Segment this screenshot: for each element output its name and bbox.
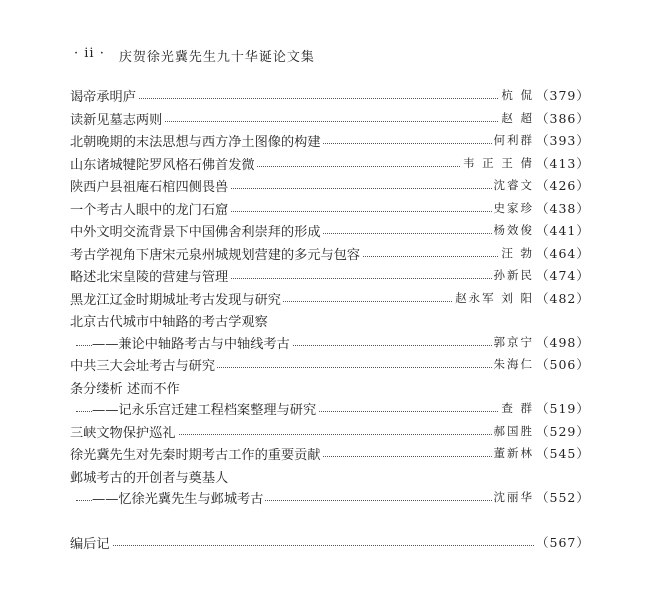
toc-entry[interactable]: [70, 264, 588, 287]
toc-entry[interactable]: [70, 287, 588, 310]
toc-entry-page: （567）: [536, 534, 590, 550]
toc-entry-author: 董新林: [493, 446, 534, 460]
toc-entry-title: 编后记: [70, 533, 112, 552]
toc-entry[interactable]: [70, 353, 588, 376]
toc-entry-page: （474）: [536, 268, 590, 283]
toc-entry-title: 邺城考古的开创者与奠基人: [70, 467, 230, 486]
toc-entry-author: 赵 超: [501, 110, 534, 125]
toc-entry[interactable]: [70, 376, 588, 398]
toc-entry-author: 杨效俊: [493, 223, 534, 237]
toc-entry-title: 徐光冀先生对先秦时期考古工作的重要贡献: [70, 444, 323, 463]
toc-entry[interactable]: [70, 442, 588, 465]
toc-entry-author: 何利群: [493, 133, 534, 147]
toc-entry-title: 读新见墓志两则: [70, 109, 164, 128]
toc-entry-title: 北京古代城市中轴路的考古学观察: [70, 311, 270, 330]
toc-entry-title: 条分缕析 述而不作: [70, 378, 182, 397]
toc-entry[interactable]: [70, 420, 588, 443]
toc-entry-author: 查 群: [501, 401, 534, 415]
toc-entry-title: 三峡文物保护巡礼: [70, 422, 178, 441]
toc-entry-author: 汪 勃: [501, 245, 534, 260]
toc-entry-page: （386）: [536, 110, 590, 126]
toc-entry-author: 赵永军 刘 阳: [455, 290, 534, 305]
toc-entry-title: 中共三大会址考古与研究: [70, 355, 217, 374]
toc-entry-page: （529）: [536, 423, 590, 439]
toc-entry-title: ——兼论中轴路考古与中轴线考古: [92, 333, 292, 352]
toc-entry[interactable]: [70, 219, 588, 242]
toc-entry-page: （482）: [536, 290, 590, 306]
toc-entry-page: （545）: [536, 446, 590, 461]
toc-entry-title: 陕西户县祖庵石棺四侧畏兽: [70, 176, 230, 195]
toc-entry-page: （552）: [536, 490, 590, 505]
toc-entry-author: 朱海仁: [493, 357, 534, 371]
toc-entry-page: （426）: [536, 178, 590, 193]
toc-entry-page: （379）: [536, 88, 590, 103]
dot-leader: [76, 545, 534, 546]
toc-entry[interactable]: [70, 129, 588, 152]
page-numeral: · ii ·: [74, 46, 105, 61]
toc-entry[interactable]: [70, 531, 588, 554]
toc-entry-author: 郝国胜: [493, 423, 534, 438]
toc-entry-author: 杭 侃: [501, 88, 534, 102]
toc-entry-page: （438）: [536, 200, 590, 216]
toc-entry-page: （506）: [536, 357, 590, 372]
toc-entry-title: 谒帝承明庐: [70, 86, 138, 105]
toc-entry[interactable]: [70, 107, 588, 130]
toc-entry-title: 中外文明交流背景下中国佛舍利崇拜的形成: [70, 221, 323, 240]
toc-entry-author: 沈睿文: [493, 178, 534, 192]
toc-entry-title: 黑龙江辽金时期城址考古发现与研究: [70, 289, 283, 308]
dot-leader: [76, 98, 534, 99]
toc-entry[interactable]: [70, 486, 588, 509]
toc-entry-page: （464）: [536, 245, 590, 261]
toc-entry-author: 郭京宁: [493, 334, 534, 349]
toc-spacer: [70, 509, 588, 531]
toc-entry-title: ——忆徐光冀先生与邺城考古: [92, 488, 265, 507]
book-title: 庆贺徐光冀先生九十华诞论文集: [118, 50, 315, 65]
toc-entry-title: 北朝晚期的末法思想与西方净土图像的构建: [70, 131, 323, 150]
table-of-contents: [70, 84, 588, 553]
toc-entry-author: 孙新民: [493, 268, 534, 282]
toc-entry-page: （393）: [536, 133, 590, 148]
toc-entry[interactable]: [70, 309, 588, 331]
running-header: [74, 46, 315, 65]
toc-entry-page: （413）: [536, 155, 590, 171]
toc-entry-author: 史家珍: [493, 200, 534, 215]
toc-entry[interactable]: [70, 84, 588, 107]
toc-entry[interactable]: [70, 242, 588, 265]
toc-entry-title: 略述北宋皇陵的营建与管理: [70, 266, 230, 285]
toc-entry-page: （519）: [536, 401, 590, 416]
toc-entry[interactable]: [70, 465, 588, 487]
toc-entry-page: （441）: [536, 223, 590, 238]
toc-entry-title: 考古学视角下唐宋元泉州城规划营建的多元与包容: [70, 244, 362, 263]
toc-entry[interactable]: [70, 197, 588, 220]
toc-entry[interactable]: [70, 152, 588, 175]
toc-entry-author: 韦 正 王 倩: [463, 155, 534, 170]
toc-entry-page: （498）: [536, 334, 590, 350]
toc-entry[interactable]: [70, 331, 588, 354]
toc-entry-title: 山东诸城犍陀罗风格石佛首发微: [70, 154, 257, 173]
toc-entry[interactable]: [70, 174, 588, 197]
toc-entry-title: 一个考古人眼中的龙门石窟: [70, 199, 230, 218]
toc-entry[interactable]: [70, 397, 588, 420]
toc-entry-author: 沈丽华: [493, 490, 534, 504]
toc-entry-title: ——记永乐宫迁建工程档案整理与研究: [92, 399, 318, 418]
